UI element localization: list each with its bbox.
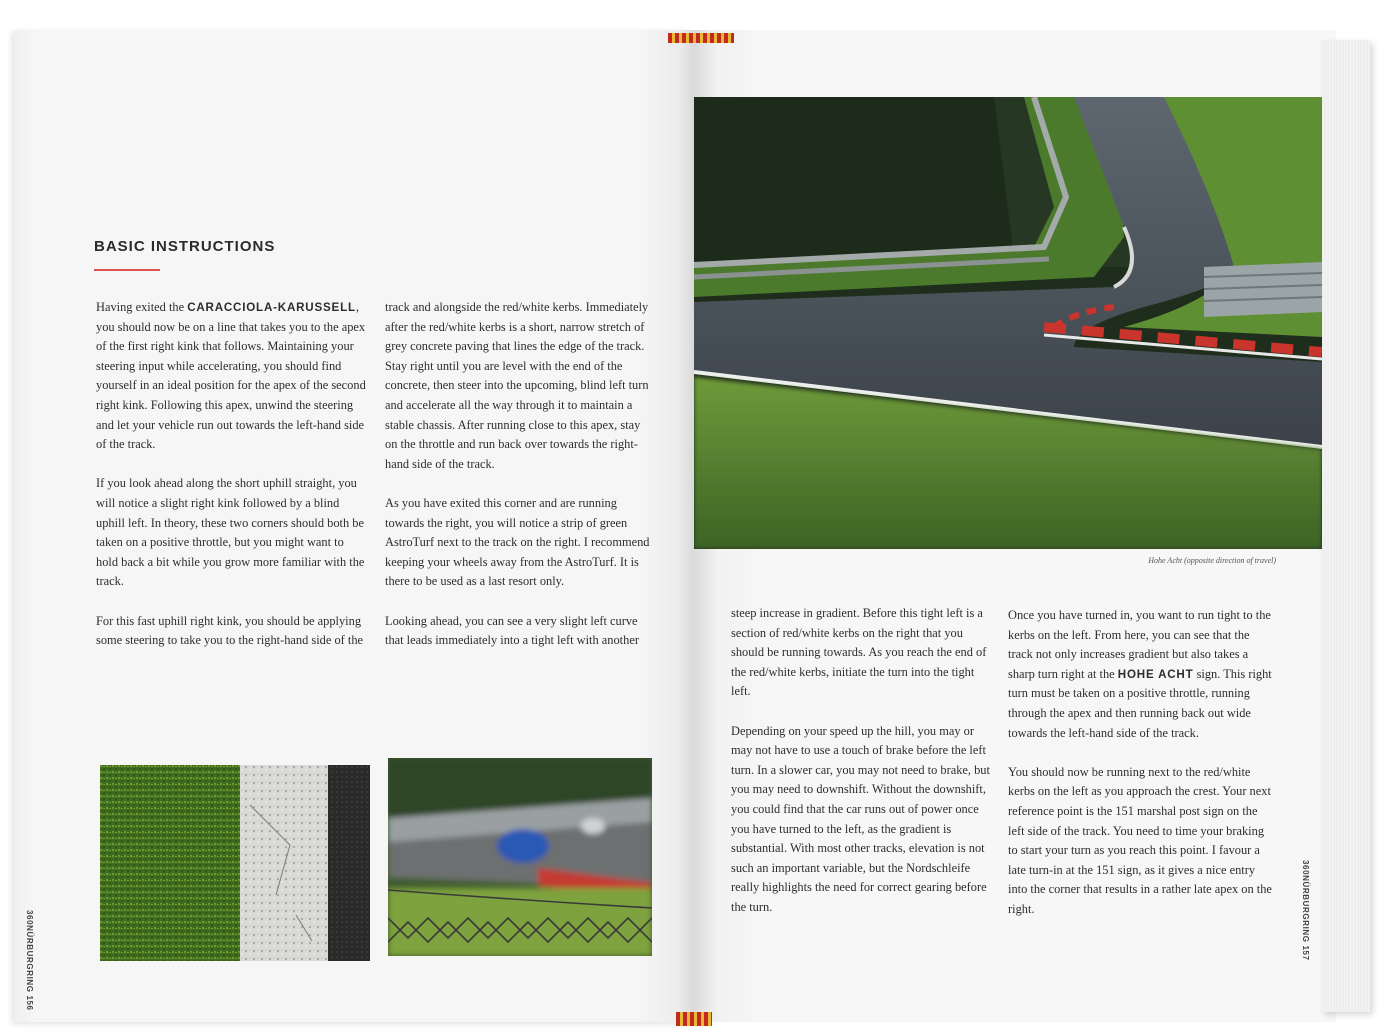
paragraph: Once you have turned in, you want to run tight to the kerbs on the left. From here, you can see that the track not only increases gradient but also takes a sharp turn right at the HOHE ACHT sign. This right turn must be taken on a positive throttle, running through the apex and then running back out wide towards the left-hand side of the track.: [1008, 608, 1272, 740]
paragraph: Having exited the CARACCIOLA-KARUSSELL, you should now be on a line that takes you to the apex of the first right kink that follows. Maintaining your steering input while accelerating, you should find yourself in an ideal position for the apex of the second right kink. Following this apex, unwind the steering and let your vehicle run out towards the left-hand side of the track.: [96, 300, 366, 452]
left-page-column-1: [96, 298, 366, 670]
heading-accent-rule: [94, 269, 160, 271]
page-folio-right: 360NÜRBURGRING 157: [1301, 860, 1310, 961]
photo-caption: Hohe Acht (opposite direction of travel): [1148, 556, 1276, 565]
place-name-caps: CARACCIOLA-KARUSSELL: [187, 301, 356, 314]
fence-car-photo: [388, 758, 652, 956]
page-edges: [1322, 40, 1370, 1012]
bookmark-ribbon-top: [668, 33, 734, 43]
paragraph: For this fast uphill right kink, you should be applying some steering to take you to the right-hand side of the: [96, 613, 364, 648]
paragraph: As you have exited this corner and are running towards the right, you will notice a strip of green AstroTurf next to the track on the right. I recommend keeping your wheels away from the AstroTurf. It is there to be used as a last resort only.: [385, 495, 650, 589]
left-page-column-2: [385, 298, 651, 670]
paragraph: You should now be running next to the red/white kerbs on the left as you approach the crest. Your next reference point is the 151 marshal post sign on the left side of the track. You need to time your braking to start your turn as you reach this point. I favour a late turn-in at the 151 sign, as it gives a nice entry into the corner that results in a rather late apex on the right.: [1008, 764, 1272, 916]
hohe-acht-photo: [694, 97, 1322, 549]
paragraph: track and alongside the red/white kerbs. Immediately after the red/white kerbs is a short, narrow stretch of grey concrete paving that lines the edge of the track. Stay right until you are level with the end of the concrete, then steer into the upcoming, blind left turn and accelerate all the way through it to maintain a stable chassis. After running close to this apex, stay on the throttle and run back over towards the right-hand side of the track.: [385, 300, 649, 471]
bookmark-ribbon-bottom: [676, 1012, 712, 1026]
right-page-column-2: [1008, 606, 1274, 939]
place-name-caps: HOHE ACHT: [1117, 667, 1194, 681]
paragraph: If you look ahead along the short uphill straight, you will notice a slight right kink followed by a blind uphill left. In theory, these two corners should both be taken on a positive throttle, but you might want to hold back a bit while you grow more familiar with the track.: [96, 476, 365, 589]
right-page-column-1: [731, 604, 991, 937]
paragraph: steep increase in gradient. Before this tight left is a section of red/white kerbs on the right that you should be running towards. As you reach the end of the red/white kerbs, initiate the turn into the tight left.: [731, 606, 987, 699]
paragraph: Depending on your speed up the hill, you may or may not have to use a touch of brake before the left turn. In a slower car, you may not need to brake, but you may need to downshift. Without the downshift, you could find that the car runs out of power once you have turned to the left, as the gradient is substantial. With most other tracks, elevation is not such an important variable, but the Nordschleife really highlights the need for correct gearing before the turn.: [731, 723, 990, 914]
section-heading: BASIC INSTRUCTIONS: [94, 238, 276, 255]
paragraph: Looking ahead, you can see a very slight left curve that leads immediately into a tight left with another: [385, 613, 639, 648]
kerb-closeup-photo: [100, 765, 370, 961]
page-folio-left: 360NÜRBURGRING 156: [25, 910, 34, 1011]
